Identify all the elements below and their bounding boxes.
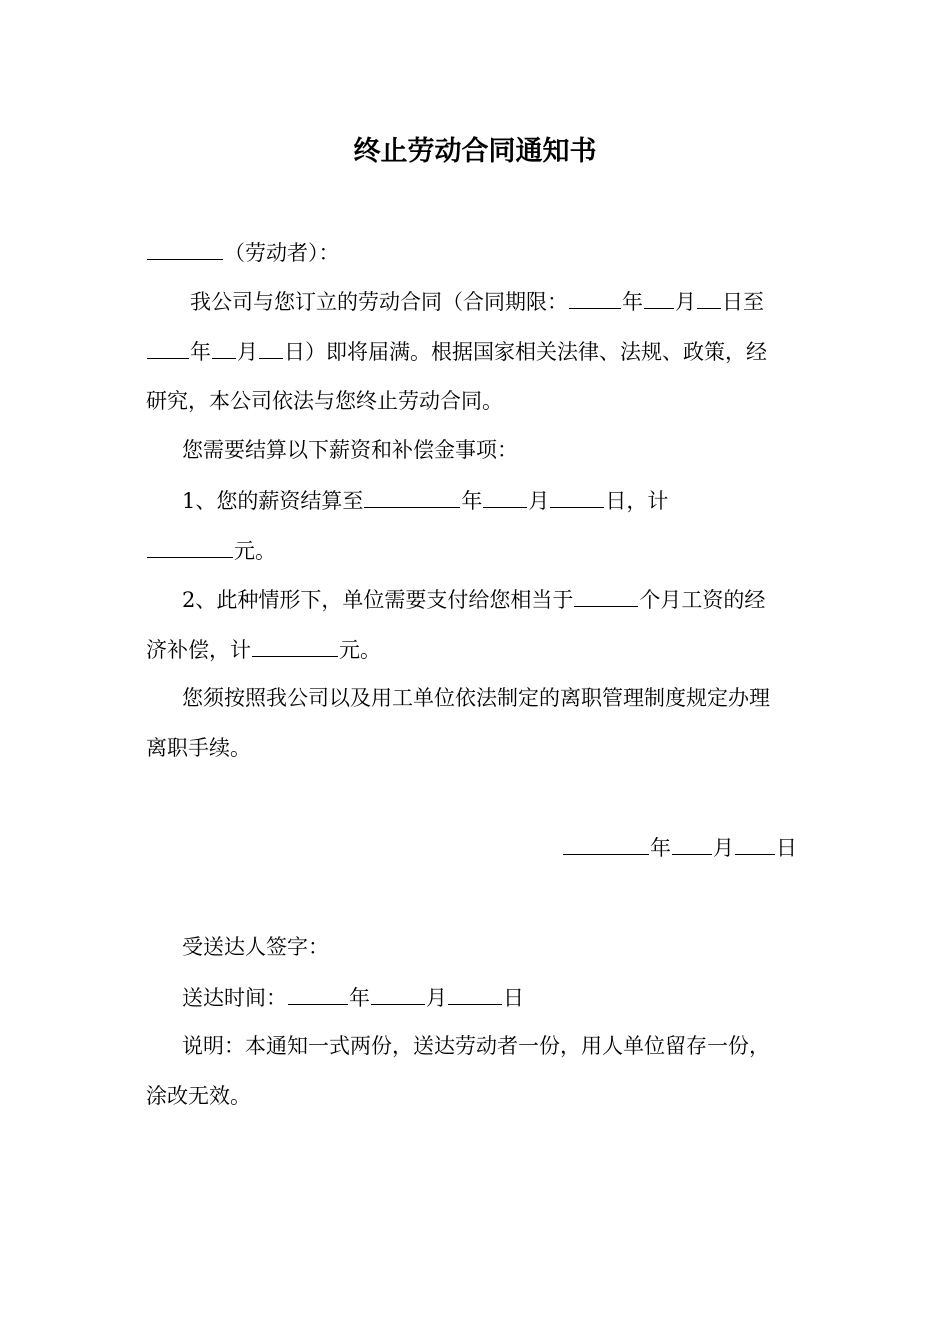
para3-line2: 离职手续。 — [146, 736, 251, 760]
year-label: 年 — [190, 340, 211, 364]
item1-text: 1、您的薪资结算至 — [182, 489, 364, 513]
yuan-label: 元。 — [234, 539, 276, 563]
delivery-time-line — [182, 982, 524, 1013]
salutation-line — [146, 237, 340, 268]
settle-day-blank — [550, 485, 604, 508]
end-year-blank — [147, 336, 189, 359]
delivery-time-label: 送达时间： — [182, 986, 287, 1010]
month-label: 月 — [426, 986, 447, 1010]
para1-text: 日）即将届满。根据国家相关法律、法规、政策，经 — [284, 340, 767, 364]
issue-year-blank — [563, 832, 649, 855]
salutation-text: （劳动者）： — [224, 241, 340, 265]
recipient-signature-label: 受送达人签字： — [182, 935, 329, 959]
item2-line2-text: 济补偿，计 — [146, 638, 251, 662]
document-title: 终止劳动合同通知书 — [353, 136, 597, 167]
months-blank — [574, 584, 638, 607]
yuan-label: 元。 — [339, 638, 381, 662]
item1-line1 — [182, 485, 668, 516]
month-label: 月 — [713, 836, 734, 860]
year-label: 年 — [622, 290, 643, 314]
start-month-blank — [644, 286, 674, 309]
settle-month-blank — [483, 485, 527, 508]
para1-line2 — [146, 336, 767, 367]
end-month-blank — [212, 336, 236, 359]
item2-line2 — [146, 634, 381, 665]
day-label: 日 — [503, 986, 524, 1010]
compensation-amount-blank — [252, 634, 338, 657]
item1-end-text: 日，计 — [605, 489, 669, 513]
issue-month-blank — [672, 832, 712, 855]
day-to-label: 日至 — [722, 290, 764, 314]
delivery-month-blank — [371, 982, 425, 1005]
year-label: 年 — [461, 489, 483, 513]
para1-text: 我公司与您订立的劳动合同（合同期限： — [190, 290, 568, 314]
issue-day-blank — [735, 832, 775, 855]
note-line1: 说明：本通知一式两份，送达劳动者一份，用人单位留存一份， — [182, 1034, 770, 1058]
item1-line2 — [146, 535, 276, 566]
item2-text: 2、此种情形下，单位需要支付给您相当于 — [182, 588, 574, 612]
delivery-day-blank — [448, 982, 502, 1005]
salary-amount-blank — [147, 535, 233, 558]
note-line2: 涂改无效。 — [146, 1084, 251, 1108]
item2-text-b: 个月工资的经 — [639, 588, 766, 612]
month-label: 月 — [675, 290, 696, 314]
month-label: 月 — [528, 489, 550, 513]
delivery-year-blank — [288, 982, 348, 1005]
day-label: 日 — [776, 836, 797, 860]
start-year-blank — [569, 286, 621, 309]
year-label: 年 — [650, 836, 671, 860]
para2: 您需要结算以下薪资和补偿金事项： — [182, 438, 518, 462]
para1-line1 — [190, 286, 764, 317]
item2-line1 — [182, 584, 765, 615]
para1-line3: 研究，本公司依法与您终止劳动合同。 — [146, 389, 503, 413]
end-day-blank — [259, 336, 283, 359]
para3-line1: 您须按照我公司以及用工单位依法制定的离职管理制度规定办理 — [182, 686, 770, 710]
worker-name-blank — [147, 237, 223, 260]
year-label: 年 — [349, 986, 370, 1010]
issue-date-line — [562, 832, 797, 863]
start-day-blank — [697, 286, 721, 309]
month-label: 月 — [237, 340, 258, 364]
settle-year-blank — [364, 485, 460, 508]
